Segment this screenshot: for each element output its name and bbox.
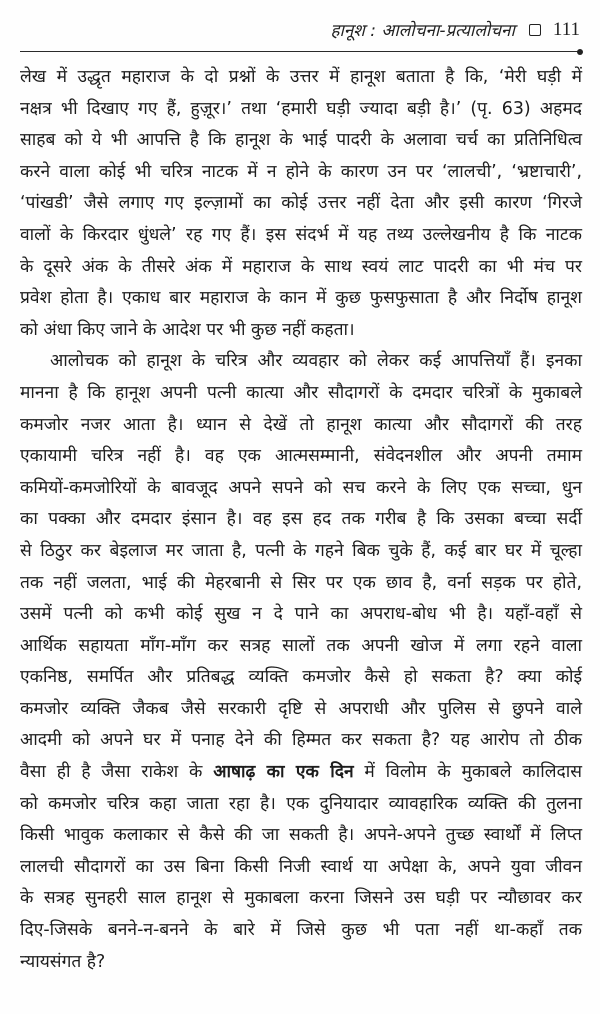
text-line: एकनिष्ठ, समर्पित और प्रतिबद्ध व्यक्ति कमजोर कैसे हो सकता है? क्या कोई	[20, 667, 582, 688]
body-text	[20, 62, 582, 978]
text-line: लालची सौदागरों का उस बिना किसी निजी स्वार्थ या अपेक्षा के, अपने युवा जीवन	[20, 856, 582, 877]
text-line: एकायामी चरित्र नहीं है। वह एक आत्मसम्मानी, संवेदनशील और अपनी तमाम	[20, 446, 582, 467]
text-line: किसी भावुक कलाकार से कैसे की जा सकती है। अपने-अपने तुच्छ स्वार्थों में लिप्त	[20, 825, 582, 846]
text-line: आलोचक को हानूश के चरित्र और व्यवहार को लेकर कई आपत्तियाँ हैं। इनका	[50, 351, 582, 372]
text-line: के सत्रह सुनहरी साल हानूश से मुकाबला करना जिसने उस घड़ी पर न्यौछावर कर	[20, 888, 582, 909]
text-line: न्यायसंगत है?	[20, 951, 106, 972]
text-line: कमियों-कमजोरियों के बावजूद अपने सपने को सच करने के लिए एक सच्चा, धुन	[20, 477, 582, 498]
square-bullet-icon	[529, 24, 541, 36]
text-line: दिए-जिसके बनने-न-बनने के बारे में जिसे कुछ भी पता नहीं था-कहाँ तक	[20, 920, 582, 941]
text-line: मानना है कि हानूश अपनी पत्नी कात्या और सौदागरों के दमदार चरित्रों के मुकाबले	[20, 382, 582, 403]
text-line: नक्षत्र भी दिखाए गए हैं, हुज़ूर।’ तथा ‘हमारी घड़ी ज्यादा बड़ी है।’ (पृ. 63) अहमद	[20, 98, 582, 119]
text-line: साहब को ये भी आपत्ति है कि हानूश के भाई पादरी के अलावा चर्च का प्रतिनिधित्व	[20, 130, 582, 151]
page-number: 111	[552, 18, 580, 40]
text-line: लेख में उद्धृत महाराज के दो प्रश्नों के उत्तर में हानूश बताता है कि, ‘मेरी घड़ी में	[20, 67, 582, 87]
text-line: ‘पांखडी’ जैसे लगाए गए इल्ज़ामों का कोई उत्तर नहीं देता और इसी कारण ‘गिरजे	[20, 193, 582, 214]
running-header	[330, 18, 580, 41]
text-line: कमजोर व्यक्ति जैकब जैसे सरकारी दृष्टि से अपराधी और पुलिस से छुपने वाले	[20, 698, 582, 719]
text-line: प्रवेश होता है। एकाध बार महाराज के कान में कुछ फुसफुसाता है और निर्दोष हानूश	[20, 288, 582, 309]
text-span: वैसा ही है जैसा राकेश के	[20, 762, 214, 783]
text-line: का पक्का और दमदार इंसान है। वह इस हद तक गरीब है कि उसका बच्चा सर्दी	[20, 509, 582, 530]
text-line: करने वाला कोई भी चरित्र नाटक में न होने के कारण उन पर ‘लालची’, ‘भ्रष्टाचारी’,	[20, 161, 582, 182]
text-span: में विलोम के मुकाबले कालिदास	[353, 762, 582, 783]
text-line: आदमी को अपने घर में पनाह देने की हिम्मत कर सकता है? यह आरोप तो ठीक	[20, 730, 582, 751]
text-line: उसमें पत्नी को कभी कोई सुख न दे पाने का अपराध-बोध भी है। यहाँ-वहाँ से	[20, 604, 582, 625]
text-line: कमजोर नजर आता है। ध्यान से देखें तो हानूश कात्या और सौदागरों की तरह	[20, 414, 582, 435]
text-line: तक नहीं जलता, भाई की मेहरबानी से सिर पर एक छाव है, वर्ना सड़क पर होते,	[20, 572, 582, 593]
running-title: हानूश : आलोचना-प्रत्यालोचना	[330, 21, 515, 41]
paragraph-1	[20, 62, 582, 346]
book-title: आषाढ़ का एक दिन	[213, 762, 354, 783]
paragraph-2	[20, 346, 582, 978]
text-line-with-title	[20, 757, 582, 789]
text-line: वालों के किरदार धुंधले’ रह गए हैं। इस संदर्भ में यह तथ्य उल्लेखनीय है कि नाटक	[20, 224, 582, 245]
text-line: को अंधा किए जाने के आदेश पर भी कुछ नहीं कहता।	[20, 319, 355, 340]
text-line: से ठिठुर कर बेइलाज मर जाता है, पत्नी के गहने बिक चुके हैं, कई बार घर में चूल्हा	[20, 540, 582, 561]
text-line: के दूसरे अंक के तीसरे अंक में महाराज के साथ स्वयं लाट पादरी का भी मंच पर	[20, 256, 582, 277]
text-line: आर्थिक सहायता माँग-माँग कर सत्रह सालों तक अपनी खोज में लगा रहने वाला	[20, 635, 582, 656]
header-rule-end-dot	[577, 49, 583, 55]
header-rule	[20, 51, 580, 52]
text-line: को कमजोर चरित्र कहा जाता रहा है। एक दुनियादार व्यावहारिक व्यक्ति की तुलना	[20, 793, 582, 814]
